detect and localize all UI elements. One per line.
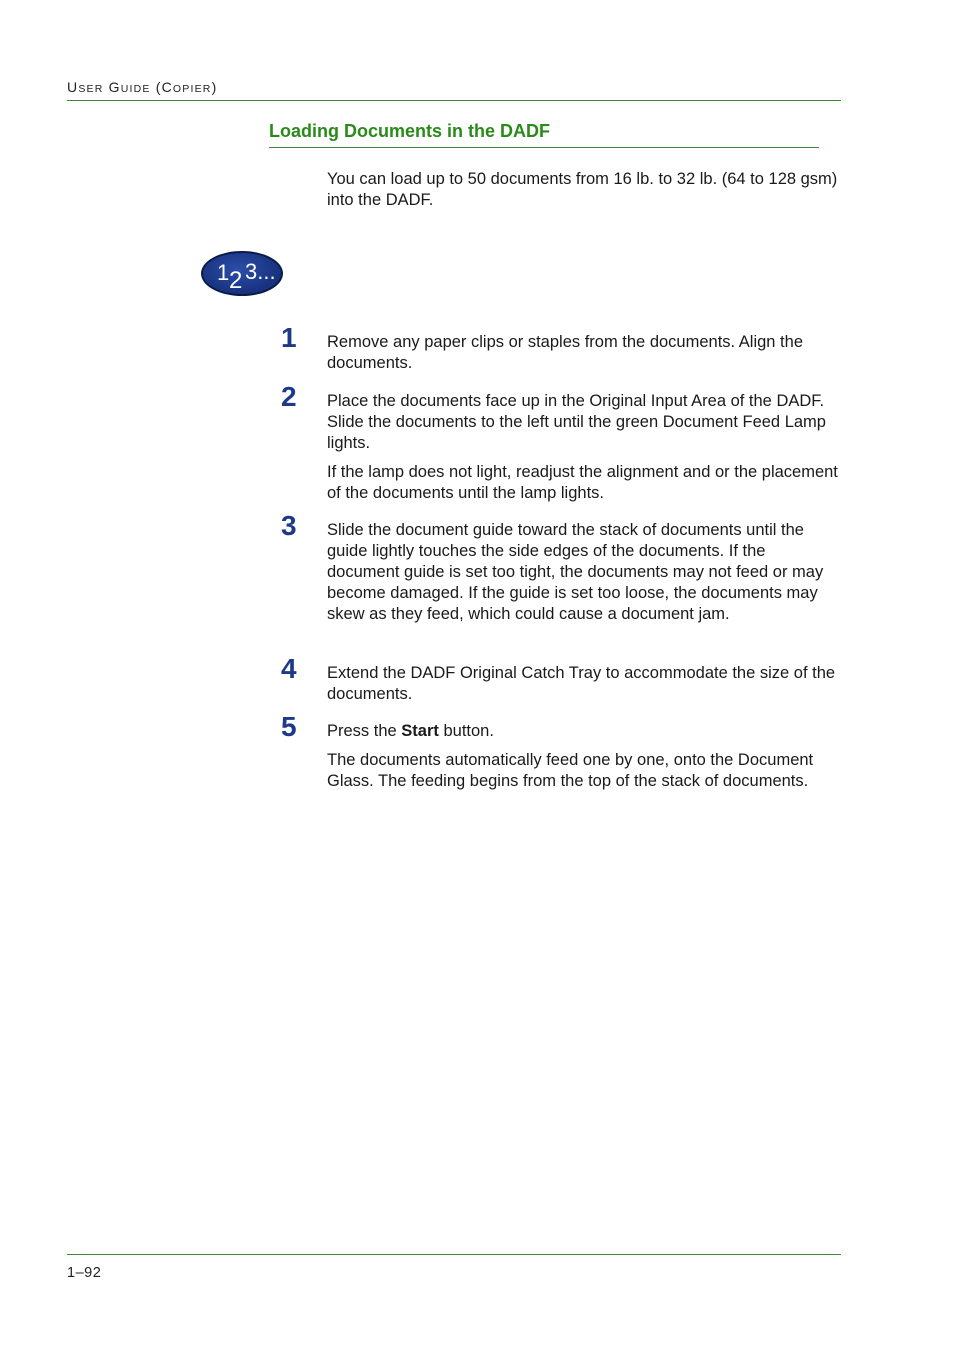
step-number: 2 xyxy=(281,381,297,412)
section-rule xyxy=(269,147,819,148)
steps-badge-icon: 1 2 3... xyxy=(201,251,283,296)
step-text: Press the Start button. xyxy=(327,722,494,740)
step-text: Remove any paper clips or staples from the documents. Align the documents. xyxy=(327,333,803,372)
section-title: Loading Documents in the DADF xyxy=(269,121,550,141)
step-text: Extend the DADF Original Catch Tray to accommodate the size of the documents. xyxy=(327,664,836,703)
running-header: USER GUIDE (COPIER) xyxy=(67,79,218,95)
header-rule xyxy=(67,100,841,101)
step-text: Slide the document guide toward the stack of documents until the guide lightly touches the side edges of the documents. If the document guide is set too tight, the documents may not feed or may become damaged. If the guide is set too loose, the documents may skew as they feed, which could cause a document jam. xyxy=(327,521,824,623)
step-number: 5 xyxy=(281,711,297,742)
footer-rule xyxy=(67,1254,841,1255)
step-note: The documents automatically feed one by one, onto the Document Glass. The feeding begins from the top of the stack of documents. xyxy=(327,751,814,790)
step-number: 4 xyxy=(281,653,297,684)
step-number: 1 xyxy=(281,322,297,353)
step-text: Place the documents face up in the Original Input Area of the DADF. Slide the documents to the left until the green Document Feed Lamp lights. xyxy=(327,392,826,452)
start-button-label: Start xyxy=(401,722,439,740)
page-number: 1–92 xyxy=(67,1265,102,1281)
intro-paragraph: You can load up to 50 documents from 16 lb. to 32 lb. (64 to 128 gsm) into the DADF. xyxy=(327,170,838,209)
step-note: If the lamp does not light, readjust the alignment and or the placement of the documents until the lamp lights. xyxy=(327,463,838,502)
step-number: 3 xyxy=(281,510,297,541)
